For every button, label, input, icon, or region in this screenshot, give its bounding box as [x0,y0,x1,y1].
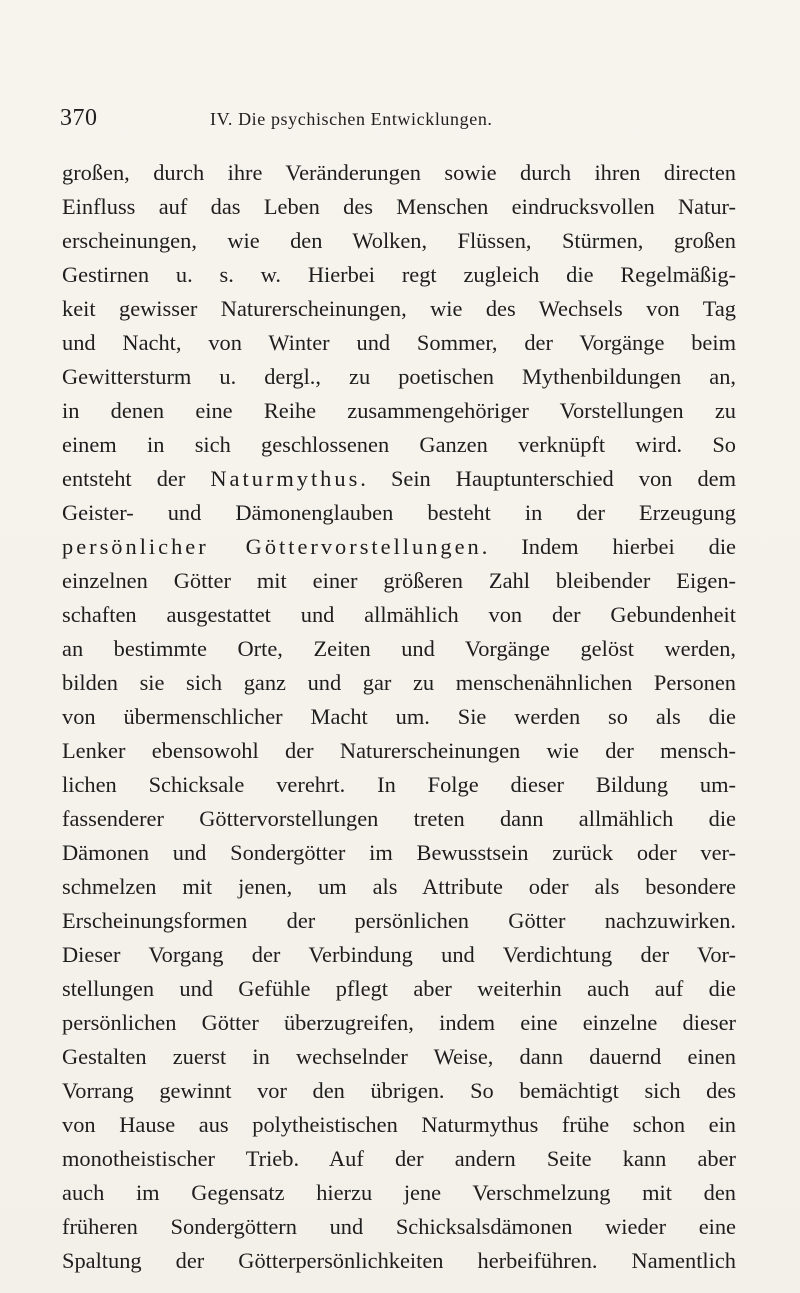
text-line: schmelzen mit jenen, um als Attribute oder als besondere [62,874,736,899]
text-line: einzelnen Götter mit einer größeren Zahl bleibender Eigen- [62,568,736,593]
text-line: großen, durch ihre Veränderungen sowie durch ihren directen [62,160,736,185]
text-line: Geister- und Dämonenglauben besteht in der Erzeugung [62,500,736,525]
text-line: Gewittersturm u. dergl., zu poetischen Mythenbildungen an, [62,364,736,389]
text-line: Erscheinungsformen der persönlichen Götter nachzuwirken. [62,908,736,933]
text-line: Gestirnen u. s. w. Hierbei regt zugleich die Regelmäßig- [62,262,736,287]
line-segment: entsteht der [62,466,211,491]
text-line: Vorrang gewinnt vor den übrigen. So bemächtigt sich des [62,1078,736,1103]
page-header [60,103,740,133]
text-line [62,530,736,564]
text-line: an bestimmte Orte, Zeiten und Vorgänge gelöst werden, [62,636,736,661]
text-line: erscheinungen, wie den Wolken, Flüssen, Stürmen, großen [62,228,736,253]
text-line: einem in sich geschlossenen Ganzen verknüpft wird. So [62,432,736,457]
text-line: früheren Sondergöttern und Schicksalsdämonen wieder eine [62,1214,736,1239]
text-line: stellungen und Gefühle pflegt aber weiterhin auch auf die [62,976,736,1001]
text-line: keit gewisser Naturerscheinungen, wie des Wechsels von Tag [62,296,736,321]
text-line: von übermenschlicher Macht um. Sie werden so als die [62,704,736,729]
text-line: Dämonen und Sondergötter im Bewusstsein zurück oder ver- [62,840,736,865]
text-line: fassenderer Göttervorstellungen treten dann allmählich die [62,806,736,831]
text-line: auch im Gegensatz hierzu jene Verschmelzung mit den [62,1180,736,1205]
text-line: persönlichen Götter überzugreifen, indem eine einzelne dieser [62,1010,736,1035]
text-line: Lenker ebensowohl der Naturerscheinungen wie der mensch- [62,738,736,763]
line-segment: . Indem hierbei die [481,534,736,559]
text-line [62,462,736,496]
text-line: Einfluss auf das Leben des Menschen eindrucksvollen Natur- [62,194,736,219]
text-line: schaften ausgestattet und allmählich von der Gebundenheit [62,602,736,627]
text-line: bilden sie sich ganz und gar zu menschenähnlichen Personen [62,670,736,695]
emphasized-term: persönlicher Göttervorstellungen [62,534,482,559]
text-line: monotheistischer Trieb. Auf der andern Seite kann aber [62,1146,736,1171]
body-text [62,156,736,1278]
line-segment: . Sein Hauptunterschied von dem [360,466,736,491]
text-line: in denen eine Reihe zusammengehöriger Vorstellungen zu [62,398,736,423]
emphasized-term: Naturmythus [210,466,361,491]
text-line: Gestalten zuerst in wechselnder Weise, dann dauernd einen [62,1044,736,1069]
text-line: von Hause aus polytheistischen Naturmythus frühe schon ein [62,1112,736,1137]
text-line: Spaltung der Götterpersönlichkeiten herbeiführen. Namentlich [62,1248,736,1273]
text-line: Dieser Vorgang der Verbindung und Verdichtung der Vor- [62,942,736,967]
running-head: IV. Die psychischen Entwicklungen. [210,109,493,129]
page-number: 370 [60,105,98,131]
text-line: und Nacht, von Winter und Sommer, der Vorgänge beim [62,330,736,355]
text-line: lichen Schicksale verehrt. In Folge dieser Bildung um- [62,772,736,797]
